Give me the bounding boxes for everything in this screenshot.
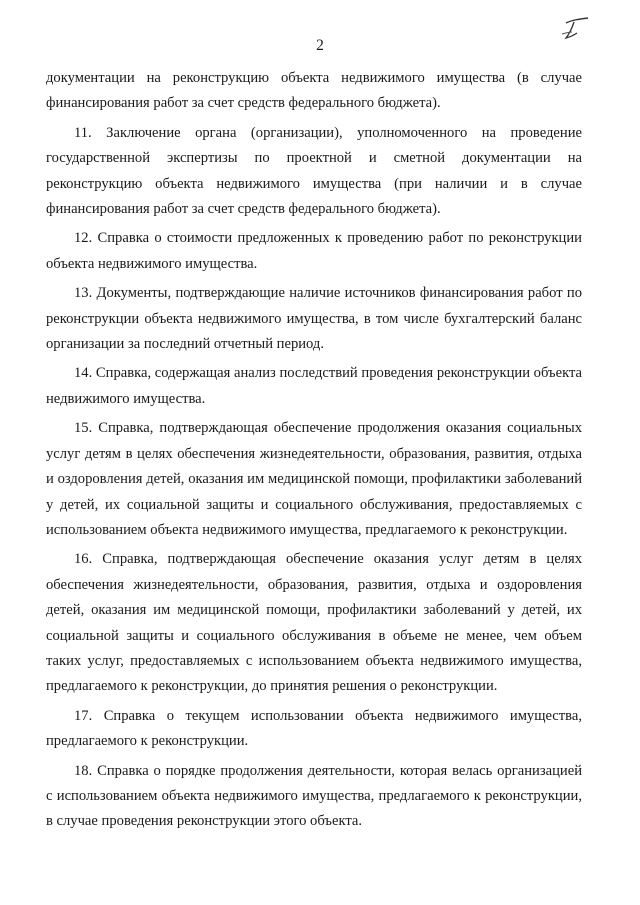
- paragraph-item-13: 13. Документы, подтверждающие наличие источников финансирования работ по реконструкции объекта недвижимого имущества, в том числе бухгалтерский баланс организации за последний отчетный период.: [46, 285, 582, 353]
- paragraph-item-15: 15. Справка, подтверждающая обеспечение продолжения оказания социальных услуг детям в целях обеспечения жизнедеятельности, образования, развития, отдыха и оздоровления детей, оказания им медицинской помощи, профилактики заболеваний у детей, их социальной защиты и социального обслуживания, предоставляемых с использованием объекта недвижимого имущества, предлагаемого к реконструкции.: [46, 420, 582, 538]
- paragraph-item-17: 17. Справка о текущем использовании объекта недвижимого имущества, предлагаемого к реконструкции.: [46, 707, 582, 750]
- paragraph-item-12: 12. Справка о стоимости предложенных к проведению работ по реконструкции объекта недвижимого имущества.: [46, 230, 582, 272]
- paragraph-item-16: 16. Справка, подтверждающая обеспечение оказания услуг детям в целях обеспечения жизнедеятельности, образования, развития, отдыха и оздоровления детей, оказания им медицинской помощи, профилактики заболеваний у детей, их социальной защиты и социального обслуживания в объеме не менее, чем объем таких услуг, предоставляемых с использованием объекта недвижимого имущества, предлагаемого к реконструкции, до принятия решения о реконструкции.: [46, 551, 582, 695]
- handwritten-mark: [560, 14, 592, 42]
- paragraph-item-18: 18. Справка о порядке продолжения деятельности, которая велась организацией с использованием объекта недвижимого имущества, предлагаемого к реконструкции, в случае проведения реконструкции этого объекта.: [46, 762, 582, 830]
- page-number: 2: [316, 37, 324, 54]
- document-body: [46, 66, 582, 839]
- paragraph-item-14: 14. Справка, содержащая анализ последствий проведения реконструкции объекта недвижимого имущества.: [46, 365, 582, 407]
- paragraph-continued: документации на реконструкцию объекта недвижимого имущества (в случае финансирования работ за счет средств федерального бюджета).: [46, 70, 582, 112]
- paragraph-item-11: 11. Заключение органа (организации), уполномоченного на проведение государственной экспертизы по проектной и сметной документации на реконструкцию объекта недвижимого имущества (при наличии и в случае финансирования работ за счет средств федерального бюджета).: [46, 124, 582, 218]
